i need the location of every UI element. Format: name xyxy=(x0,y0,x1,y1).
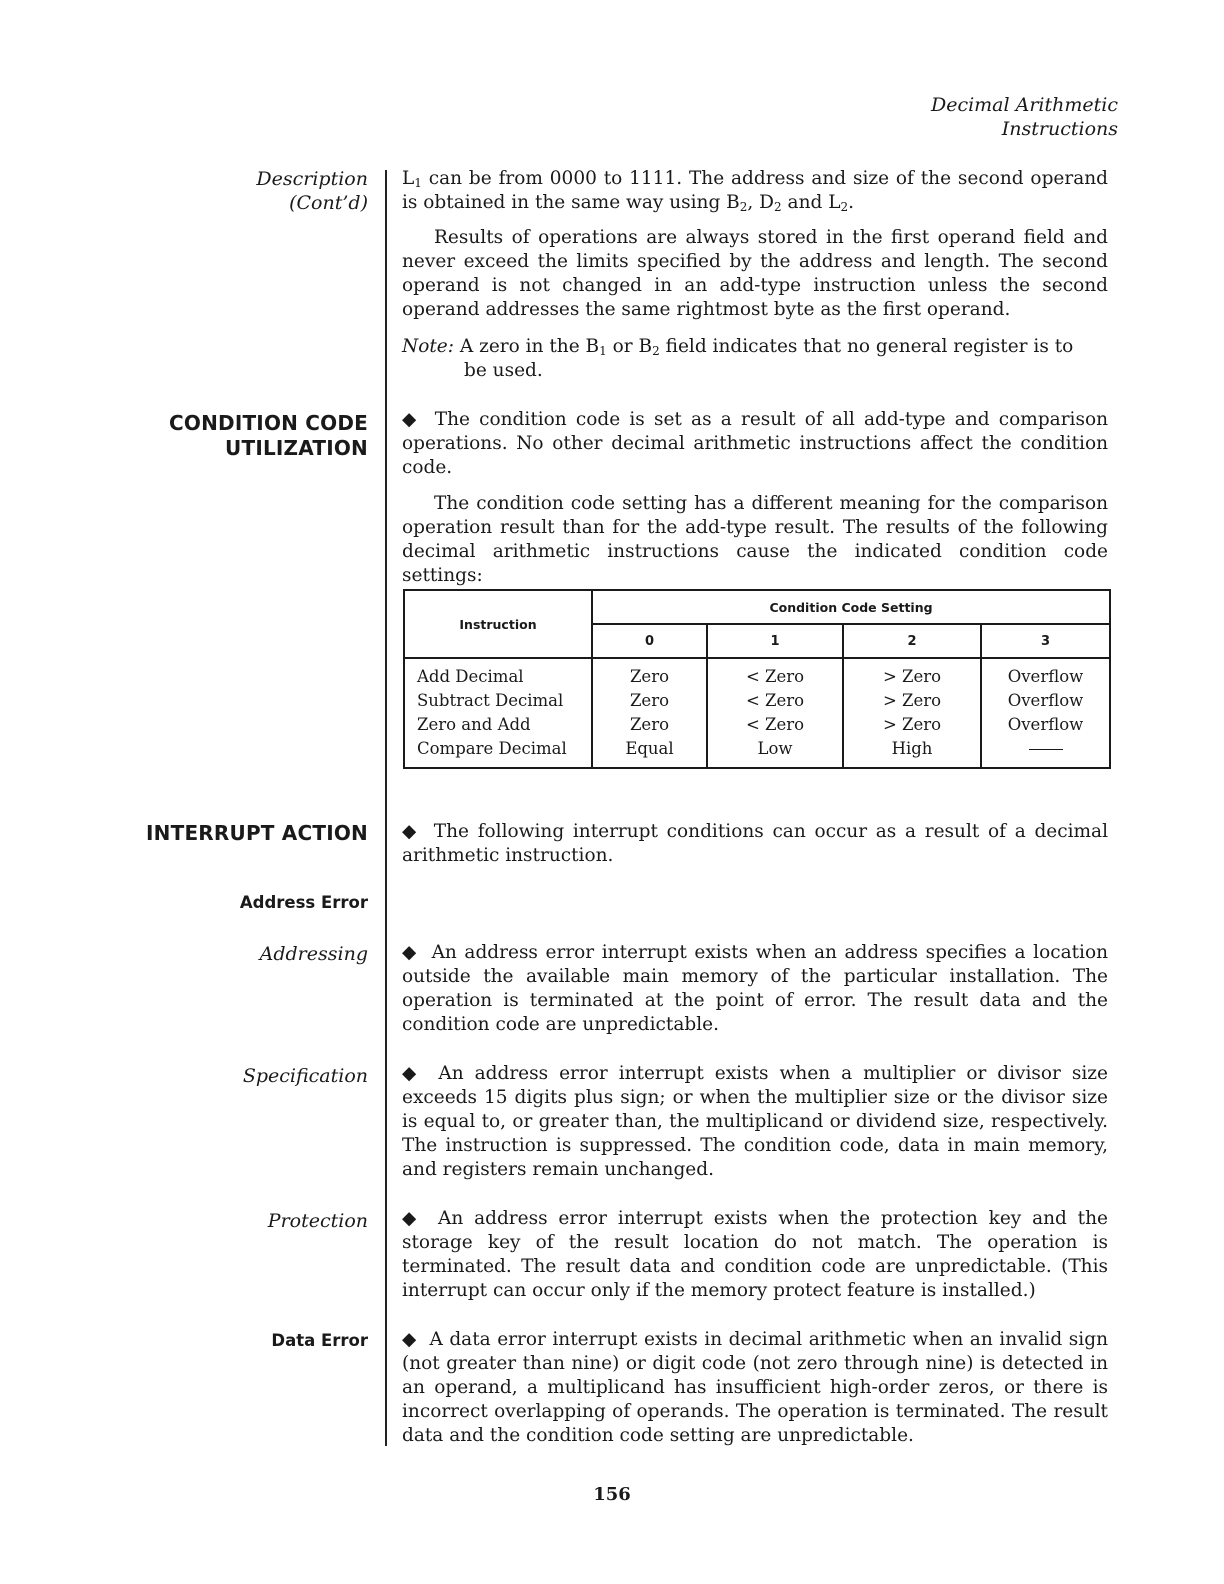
description-note-continued: be used. xyxy=(464,360,543,381)
subscript: 2 xyxy=(840,200,849,214)
table-header-row xyxy=(404,590,1110,624)
addressing-body xyxy=(402,941,1108,1037)
sidebar-specification: Specification xyxy=(242,1065,368,1087)
table-cell: < Zero xyxy=(745,715,805,734)
sidebar-address-error: Address Error xyxy=(239,893,368,912)
protection-paragraph xyxy=(402,1207,1108,1303)
description-paragraph-1 xyxy=(402,167,1108,215)
sidebar-condition-code xyxy=(169,411,368,461)
table-cell: Overflow xyxy=(1007,715,1084,734)
header-condition-code-setting: Condition Code Setting xyxy=(592,590,1110,624)
text-l: L xyxy=(402,168,415,189)
table-cell: Compare Decimal xyxy=(417,739,567,758)
code-2-column xyxy=(843,658,981,768)
text: An address error interrupt exists when an address specifies a location outside the available main memory of the particular installation. The operation is terminated at the point of error. The result data and the condition code are unpredictable. xyxy=(402,942,1109,1035)
text: An address error interrupt exists when the protection key and the storage key of the result location do not match. The operation is terminated. The result data and condition code are unpredictable. (This interrupt can occur only if the memory protect feature is installed.) xyxy=(402,1208,1108,1301)
subscript: 2 xyxy=(652,344,660,358)
table-cell: Zero xyxy=(629,715,670,734)
diamond-icon: ◆ xyxy=(402,1208,422,1229)
diamond-icon: ◆ xyxy=(402,1329,417,1350)
condition-code-table xyxy=(403,589,1111,769)
header-code-0: 0 xyxy=(592,624,707,658)
sidebar-data-error: Data Error xyxy=(271,1331,368,1350)
dash-icon xyxy=(1029,749,1063,750)
text: The following interrupt conditions can occur as a result of a decimal arithmetic instruction. xyxy=(402,821,1108,866)
table-cell: > Zero xyxy=(882,715,942,734)
header-code-1: 1 xyxy=(707,624,843,658)
data-error-paragraph xyxy=(402,1328,1108,1448)
subscript: 2 xyxy=(774,200,782,214)
instruction-column xyxy=(404,658,592,768)
condition-code-paragraph-2: The condition code setting has a different meaning for the comparison operation result than for the add-type result. The results of the following decimal arithmetic instructions cause the indicated condition code settings: xyxy=(402,493,1108,586)
header-code-3: 3 xyxy=(981,624,1110,658)
table-cell: > Zero xyxy=(882,691,942,710)
sidebar-description xyxy=(256,167,368,215)
table-cell: Zero xyxy=(629,667,670,686)
table-cell: High xyxy=(891,739,933,758)
table-cell: Zero xyxy=(629,691,670,710)
running-head-line-2: Instructions xyxy=(1001,118,1118,140)
code-1-column xyxy=(707,658,843,768)
running-head xyxy=(931,93,1118,141)
page-number: 156 xyxy=(593,1484,631,1505)
text: field indicates that no general register is to xyxy=(659,336,1074,357)
table-cell: Zero and Add xyxy=(417,715,531,734)
running-head-line-1: Decimal Arithmetic xyxy=(930,94,1118,116)
note-label: Note: xyxy=(402,336,454,357)
subscript: 1 xyxy=(599,344,607,358)
description-paragraph-2: Results of operations are always stored in the first operand field and never exceed the limits specified by the address and length. The second operand is not changed in an add-type instruction unless the second operand addresses the same rightmost byte as the first operand. xyxy=(402,227,1108,320)
table-cell: > Zero xyxy=(882,667,942,686)
table-cell-dash xyxy=(982,737,1109,761)
condition-code-paragraph-1 xyxy=(402,408,1108,480)
code-0-column xyxy=(592,658,707,768)
text: A zero in the B xyxy=(453,336,600,357)
sidebar-condition-code-line-1: CONDITION CODE xyxy=(169,411,368,435)
code-3-column xyxy=(981,658,1110,768)
table-cell: Low xyxy=(757,739,793,758)
table-cell: Add Decimal xyxy=(417,667,524,686)
sidebar-description-line-2: (Cont’d) xyxy=(289,192,368,214)
sidebar-protection: Protection xyxy=(267,1210,368,1232)
text: , D xyxy=(747,192,775,213)
sidebar-interrupt-action: INTERRUPT ACTION xyxy=(146,821,368,845)
margin-rule xyxy=(385,170,387,1446)
addressing-paragraph xyxy=(402,941,1108,1037)
data-error-body xyxy=(402,1328,1108,1448)
table-cell: < Zero xyxy=(745,667,805,686)
table-cell: Overflow xyxy=(1007,667,1084,686)
sidebar-description-line-1: Description xyxy=(256,168,368,190)
description-note xyxy=(402,335,1108,359)
description-body xyxy=(402,167,1108,383)
table-cell: Equal xyxy=(625,739,674,758)
text: can be from 0000 to 1111. The address and size of the second operand is obtained in the same way using B xyxy=(402,168,1108,213)
table-cell: < Zero xyxy=(745,691,805,710)
condition-code-body xyxy=(402,408,1108,588)
header-code-2: 2 xyxy=(843,624,981,658)
sidebar-addressing: Addressing xyxy=(259,943,368,965)
table-cell: Overflow xyxy=(1007,691,1084,710)
text: . xyxy=(848,192,855,213)
text: or B xyxy=(606,336,653,357)
specification-paragraph xyxy=(402,1062,1108,1182)
text: The condition code is set as a result of all add-type and comparison operations. No other decimal arithmetic instructions affect the condition code. xyxy=(402,409,1108,478)
diamond-icon: ◆ xyxy=(402,409,420,430)
table-cell: Subtract Decimal xyxy=(417,691,564,710)
text: A data error interrupt exists in decimal arithmetic when an invalid sign (not greater than nine) or digit code (not zero through nine) is detected in an operand, a multiplicand has insufficient high-order zeros, or there is incorrect overlapping of operands. The operation is terminated. The result data and the condition code setting are unpredictable. xyxy=(402,1329,1108,1446)
interrupt-intro-paragraph xyxy=(402,820,1108,868)
subscript: 1 xyxy=(414,176,422,190)
sidebar-condition-code-line-2: UTILIZATION xyxy=(225,436,368,460)
text: and L xyxy=(781,192,841,213)
diamond-icon: ◆ xyxy=(402,1063,422,1084)
protection-body xyxy=(402,1207,1108,1303)
subscript: 2 xyxy=(739,200,748,214)
interrupt-intro xyxy=(402,820,1108,868)
diamond-icon: ◆ xyxy=(402,821,420,842)
specification-body xyxy=(402,1062,1108,1182)
table-body-row xyxy=(404,658,1110,768)
header-instruction: Instruction xyxy=(404,590,592,658)
diamond-icon: ◆ xyxy=(402,942,418,963)
text: An address error interrupt exists when a multiplier or divisor size exceeds 15 digits plus sign; or when the multiplier size or the divisor size is equal to, or greater than, the multiplicand or dividend size, respectively. The instruction is suppressed. The condition code, data in main memory, and registers remain unchanged. xyxy=(402,1063,1108,1180)
